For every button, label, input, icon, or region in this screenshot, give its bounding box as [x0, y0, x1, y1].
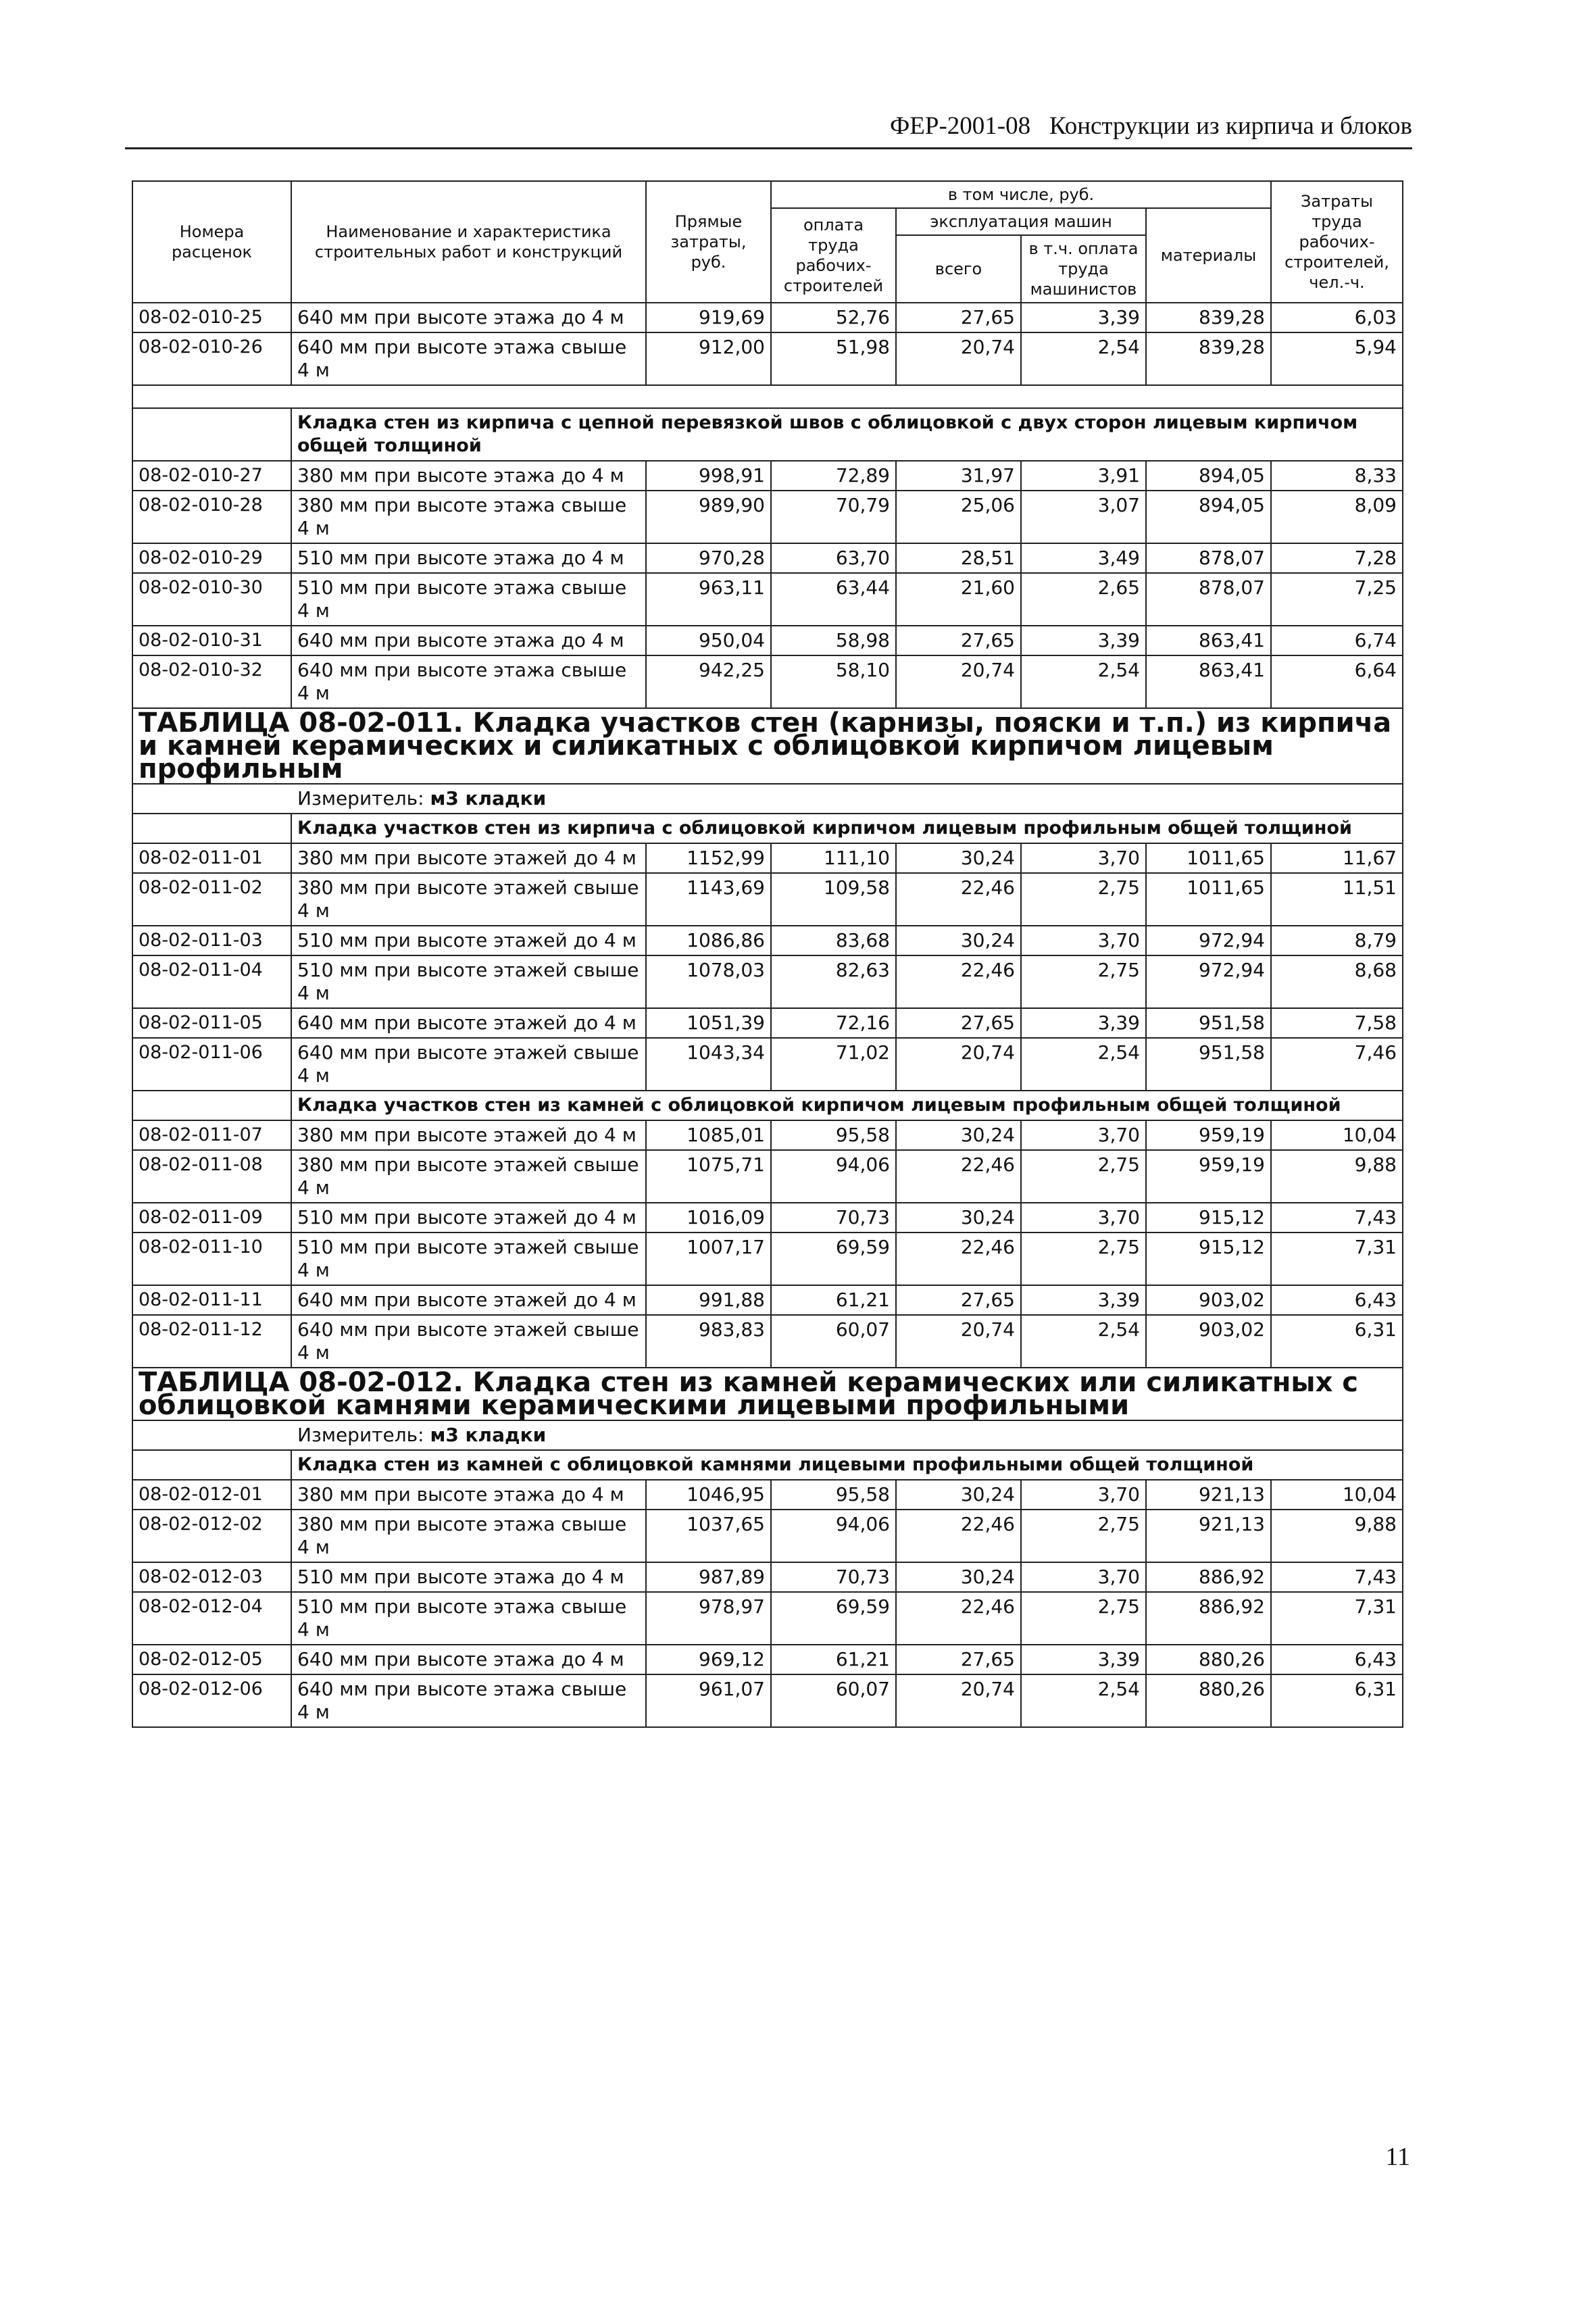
direct-costs: 1085,01 — [646, 1120, 771, 1150]
machines-total: 30,24 — [896, 1562, 1021, 1592]
machinist-pay: 3,39 — [1021, 1285, 1146, 1315]
machinist-pay: 3,70 — [1021, 926, 1146, 955]
direct-costs: 942,25 — [646, 655, 771, 708]
materials-cost: 1011,65 — [1146, 843, 1271, 873]
section-subheading: Кладка стен из камней с облицовкой камнями лицевыми профильными общей толщиной — [291, 1450, 1403, 1480]
machines-total: 31,97 — [896, 461, 1021, 491]
labor-pay: 83,68 — [771, 926, 896, 955]
rate-code: 08-02-010-25 — [132, 303, 291, 332]
labor-pay: 63,44 — [771, 573, 896, 626]
machines-total: 22,46 — [896, 955, 1021, 1008]
table-row — [132, 1285, 1403, 1315]
materials-cost: 886,92 — [1146, 1562, 1271, 1592]
rate-code: 08-02-011-05 — [132, 1008, 291, 1038]
table-row — [132, 461, 1403, 491]
labor-pay: 95,58 — [771, 1480, 896, 1510]
machinist-pay: 2,75 — [1021, 1510, 1146, 1562]
rate-code: 08-02-010-32 — [132, 655, 291, 708]
table-row — [132, 1120, 1403, 1150]
materials-cost: 959,19 — [1146, 1150, 1271, 1203]
work-description: 510 мм при высоте этажа свыше 4 м — [291, 573, 646, 626]
document-code: ФЕР-2001-08 — [890, 112, 1031, 140]
rate-code: 08-02-010-31 — [132, 626, 291, 655]
direct-costs: 987,89 — [646, 1562, 771, 1592]
labor-hours: 6,31 — [1271, 1315, 1403, 1368]
work-description: 510 мм при высоте этажей до 4 м — [291, 1203, 646, 1233]
work-description: 640 мм при высоте этажа свыше 4 м — [291, 332, 646, 385]
machinist-pay: 3,39 — [1021, 1645, 1146, 1674]
rate-code: 08-02-010-26 — [132, 332, 291, 385]
materials-cost: 863,41 — [1146, 626, 1271, 655]
direct-costs: 912,00 — [646, 332, 771, 385]
col-including-header: в том числе, руб. — [771, 181, 1271, 208]
materials-cost: 886,92 — [1146, 1592, 1271, 1645]
table-row — [132, 873, 1403, 926]
work-description: 510 мм при высоте этажей свыше 4 м — [291, 955, 646, 1008]
machines-total: 30,24 — [896, 843, 1021, 873]
machinist-pay: 2,54 — [1021, 1038, 1146, 1091]
rate-code: 08-02-012-05 — [132, 1645, 291, 1674]
col-machines-total-header: всего — [896, 235, 1021, 303]
direct-costs: 1043,34 — [646, 1038, 771, 1091]
rate-code: 08-02-010-28 — [132, 491, 291, 543]
labor-pay: 60,07 — [771, 1674, 896, 1727]
work-description: 640 мм при высоте этажа до 4 м — [291, 626, 646, 655]
labor-hours: 8,09 — [1271, 491, 1403, 543]
direct-costs: 983,83 — [646, 1315, 771, 1368]
materials-cost: 863,41 — [1146, 655, 1271, 708]
table-title: ТАБЛИЦА 08-02-011. Кладка участков стен (карнизы, пояски и т.п.) из кирпича и камней керамических и силикатных с облицовкой кирпичом лицевым профильным — [132, 708, 1403, 784]
machines-total: 22,46 — [896, 1592, 1021, 1645]
direct-costs: 1051,39 — [646, 1008, 771, 1038]
machinist-pay: 3,49 — [1021, 543, 1146, 573]
machines-total: 25,06 — [896, 491, 1021, 543]
materials-cost: 839,28 — [1146, 332, 1271, 385]
work-description: 640 мм при высоте этажей до 4 м — [291, 1008, 646, 1038]
machines-total: 20,74 — [896, 1315, 1021, 1368]
machinist-pay: 3,70 — [1021, 843, 1146, 873]
col-code-header: Номера расценок — [132, 181, 291, 303]
table-row — [132, 1008, 1403, 1038]
table-row — [132, 1562, 1403, 1592]
direct-costs: 991,88 — [646, 1285, 771, 1315]
rates-table — [132, 180, 1403, 1728]
machines-total: 28,51 — [896, 543, 1021, 573]
machinist-pay: 2,75 — [1021, 873, 1146, 926]
labor-pay: 72,89 — [771, 461, 896, 491]
labor-hours: 9,88 — [1271, 1150, 1403, 1203]
work-description: 380 мм при высоте этажей до 4 м — [291, 1120, 646, 1150]
labor-hours: 10,04 — [1271, 1120, 1403, 1150]
materials-cost: 921,13 — [1146, 1480, 1271, 1510]
work-description: 380 мм при высоте этажа до 4 м — [291, 1480, 646, 1510]
labor-hours: 8,68 — [1271, 955, 1403, 1008]
rate-code: 08-02-012-02 — [132, 1510, 291, 1562]
materials-cost: 972,94 — [1146, 926, 1271, 955]
labor-pay: 63,70 — [771, 543, 896, 573]
materials-cost: 951,58 — [1146, 1008, 1271, 1038]
labor-pay: 52,76 — [771, 303, 896, 332]
measure-label: Измеритель: — [297, 1424, 424, 1446]
direct-costs: 1016,09 — [646, 1203, 771, 1233]
labor-hours: 6,43 — [1271, 1285, 1403, 1315]
direct-costs: 969,12 — [646, 1645, 771, 1674]
table-row — [132, 926, 1403, 955]
machinist-pay: 2,75 — [1021, 1592, 1146, 1645]
work-description: 510 мм при высоте этажей до 4 м — [291, 926, 646, 955]
labor-hours: 7,46 — [1271, 1038, 1403, 1091]
machinist-pay: 2,75 — [1021, 1233, 1146, 1285]
table-row — [132, 1592, 1403, 1645]
work-description: 510 мм при высоте этажа до 4 м — [291, 1562, 646, 1592]
labor-hours: 8,33 — [1271, 461, 1403, 491]
materials-cost: 903,02 — [1146, 1315, 1271, 1368]
labor-pay: 61,21 — [771, 1645, 896, 1674]
direct-costs: 961,07 — [646, 1674, 771, 1727]
rate-code: 08-02-012-01 — [132, 1480, 291, 1510]
work-description: 640 мм при высоте этажей свыше 4 м — [291, 1315, 646, 1368]
table-title: ТАБЛИЦА 08-02-012. Кладка стен из камней керамических или силикатных с облицовкой камнями керамическими лицевыми профильными — [132, 1368, 1403, 1420]
work-description: 640 мм при высоте этажа до 4 м — [291, 303, 646, 332]
table-row — [132, 1674, 1403, 1727]
measure-line — [132, 1420, 1403, 1450]
rate-code: 08-02-011-07 — [132, 1120, 291, 1150]
rate-code: 08-02-012-04 — [132, 1592, 291, 1645]
labor-hours: 10,04 — [1271, 1480, 1403, 1510]
direct-costs: 1143,69 — [646, 873, 771, 926]
table-row — [132, 1038, 1403, 1091]
machines-total: 20,74 — [896, 1674, 1021, 1727]
col-direct-header: Прямые затраты, руб. — [646, 181, 771, 303]
materials-cost: 921,13 — [1146, 1510, 1271, 1562]
work-description: 510 мм при высоте этажей свыше 4 м — [291, 1233, 646, 1285]
machines-total: 27,65 — [896, 1645, 1021, 1674]
col-name-header: Наименование и характеристика строительных работ и конструкций — [291, 181, 646, 303]
materials-cost: 1011,65 — [1146, 873, 1271, 926]
machines-total: 27,65 — [896, 626, 1021, 655]
direct-costs: 950,04 — [646, 626, 771, 655]
labor-hours: 8,79 — [1271, 926, 1403, 955]
labor-pay: 109,58 — [771, 873, 896, 926]
work-description: 380 мм при высоте этажа свыше 4 м — [291, 491, 646, 543]
labor-pay: 70,73 — [771, 1562, 896, 1592]
machines-total: 30,24 — [896, 926, 1021, 955]
rate-code: 08-02-011-12 — [132, 1315, 291, 1368]
table-row — [132, 955, 1403, 1008]
table-row — [132, 1203, 1403, 1233]
labor-hours: 9,88 — [1271, 1510, 1403, 1562]
labor-pay: 94,06 — [771, 1150, 896, 1203]
labor-hours: 7,58 — [1271, 1008, 1403, 1038]
rate-code: 08-02-011-03 — [132, 926, 291, 955]
machines-total: 30,24 — [896, 1120, 1021, 1150]
table-row — [132, 1645, 1403, 1674]
table-row — [132, 303, 1403, 332]
machinist-pay: 2,54 — [1021, 1315, 1146, 1368]
direct-costs: 963,11 — [646, 573, 771, 626]
direct-costs: 1007,17 — [646, 1233, 771, 1285]
labor-pay: 72,16 — [771, 1008, 896, 1038]
table-body — [132, 303, 1403, 1727]
materials-cost: 878,07 — [1146, 543, 1271, 573]
measure-value: м3 кладки — [430, 787, 547, 810]
direct-costs: 919,69 — [646, 303, 771, 332]
materials-cost: 972,94 — [1146, 955, 1271, 1008]
table-row — [132, 573, 1403, 626]
rate-code: 08-02-011-11 — [132, 1285, 291, 1315]
labor-pay: 95,58 — [771, 1120, 896, 1150]
page-number: 11 — [1385, 2143, 1410, 2171]
labor-pay: 82,63 — [771, 955, 896, 1008]
measure-value: м3 кладки — [430, 1424, 547, 1446]
machines-total: 20,74 — [896, 332, 1021, 385]
measure-line — [132, 784, 1403, 814]
materials-cost: 880,26 — [1146, 1645, 1271, 1674]
col-machines-header: эксплуатация машин — [896, 208, 1146, 235]
machines-total: 22,46 — [896, 1233, 1021, 1285]
labor-hours: 6,31 — [1271, 1674, 1403, 1727]
machines-total: 30,24 — [896, 1480, 1021, 1510]
labor-pay: 60,07 — [771, 1315, 896, 1368]
rate-code: 08-02-011-09 — [132, 1203, 291, 1233]
materials-cost: 894,05 — [1146, 491, 1271, 543]
machinist-pay: 2,54 — [1021, 1674, 1146, 1727]
section-subheading: Кладка участков стен из камней с облицовкой кирпичом лицевым профильным общей толщиной — [291, 1091, 1403, 1120]
work-description: 640 мм при высоте этажа до 4 м — [291, 1645, 646, 1674]
labor-hours: 7,25 — [1271, 573, 1403, 626]
machines-total: 21,60 — [896, 573, 1021, 626]
rate-code: 08-02-011-04 — [132, 955, 291, 1008]
labor-hours: 11,51 — [1271, 873, 1403, 926]
machinist-pay: 3,70 — [1021, 1120, 1146, 1150]
measure-label: Измеритель: — [297, 787, 424, 810]
work-description: 380 мм при высоте этажа до 4 м — [291, 461, 646, 491]
direct-costs: 1078,03 — [646, 955, 771, 1008]
machinist-pay: 3,91 — [1021, 461, 1146, 491]
labor-pay: 51,98 — [771, 332, 896, 385]
machines-total: 22,46 — [896, 1510, 1021, 1562]
work-description: 380 мм при высоте этажей свыше 4 м — [291, 1150, 646, 1203]
materials-cost: 839,28 — [1146, 303, 1271, 332]
table-row — [132, 626, 1403, 655]
labor-hours: 7,43 — [1271, 1203, 1403, 1233]
section-subheading: Кладка участков стен из кирпича с облицовкой кирпичом лицевым профильным общей толщиной — [291, 814, 1403, 843]
col-materials-header: материалы — [1146, 208, 1271, 303]
direct-costs: 989,90 — [646, 491, 771, 543]
section-subheading: Кладка стен из кирпича с цепной перевязкой швов с облицовкой с двух сторон лицевым кирпичом общей толщиной — [291, 408, 1403, 461]
labor-pay: 61,21 — [771, 1285, 896, 1315]
materials-cost: 959,19 — [1146, 1120, 1271, 1150]
work-description: 380 мм при высоте этажа свыше 4 м — [291, 1510, 646, 1562]
work-description: 640 мм при высоте этажа свыше 4 м — [291, 655, 646, 708]
labor-hours: 6,64 — [1271, 655, 1403, 708]
labor-hours: 7,31 — [1271, 1233, 1403, 1285]
table-row — [132, 1315, 1403, 1368]
materials-cost: 880,26 — [1146, 1674, 1271, 1727]
machinist-pay: 3,70 — [1021, 1562, 1146, 1592]
machinist-pay: 3,70 — [1021, 1203, 1146, 1233]
labor-pay: 70,73 — [771, 1203, 896, 1233]
labor-pay: 58,10 — [771, 655, 896, 708]
direct-costs: 1046,95 — [646, 1480, 771, 1510]
labor-hours: 5,94 — [1271, 332, 1403, 385]
rate-code: 08-02-011-08 — [132, 1150, 291, 1203]
rate-code: 08-02-011-01 — [132, 843, 291, 873]
direct-costs: 1075,71 — [646, 1150, 771, 1203]
table-row — [132, 332, 1403, 385]
labor-pay: 69,59 — [771, 1592, 896, 1645]
work-description: 640 мм при высоте этажей до 4 м — [291, 1285, 646, 1315]
direct-costs: 970,28 — [646, 543, 771, 573]
document-title: Конструкции из кирпича и блоков — [1049, 112, 1412, 140]
machinist-pay: 3,39 — [1021, 1008, 1146, 1038]
labor-hours: 7,43 — [1271, 1562, 1403, 1592]
rate-code: 08-02-010-27 — [132, 461, 291, 491]
work-description: 380 мм при высоте этажей до 4 м — [291, 843, 646, 873]
machinist-pay: 2,75 — [1021, 955, 1146, 1008]
work-description: 640 мм при высоте этажей свыше 4 м — [291, 1038, 646, 1091]
materials-cost: 894,05 — [1146, 461, 1271, 491]
machines-total: 20,74 — [896, 655, 1021, 708]
col-labor-cost-header: Затраты труда рабочих-строителей, чел.-ч. — [1271, 181, 1403, 303]
work-description: 640 мм при высоте этажа свыше 4 м — [291, 1674, 646, 1727]
materials-cost: 878,07 — [1146, 573, 1271, 626]
labor-pay: 94,06 — [771, 1510, 896, 1562]
materials-cost: 915,12 — [1146, 1203, 1271, 1233]
table-row — [132, 655, 1403, 708]
rate-code: 08-02-011-10 — [132, 1233, 291, 1285]
machines-total: 22,46 — [896, 1150, 1021, 1203]
labor-hours: 6,43 — [1271, 1645, 1403, 1674]
direct-costs: 978,97 — [646, 1592, 771, 1645]
direct-costs: 1037,65 — [646, 1510, 771, 1562]
machines-total: 27,65 — [896, 303, 1021, 332]
rate-code: 08-02-010-30 — [132, 573, 291, 626]
direct-costs: 998,91 — [646, 461, 771, 491]
table-row — [132, 843, 1403, 873]
table-row — [132, 1233, 1403, 1285]
labor-hours: 7,31 — [1271, 1592, 1403, 1645]
rate-code: 08-02-010-29 — [132, 543, 291, 573]
materials-cost: 951,58 — [1146, 1038, 1271, 1091]
direct-costs: 1152,99 — [646, 843, 771, 873]
machines-total: 22,46 — [896, 873, 1021, 926]
table-row — [132, 1480, 1403, 1510]
labor-hours: 11,67 — [1271, 843, 1403, 873]
rate-code: 08-02-012-06 — [132, 1674, 291, 1727]
running-head — [125, 111, 1412, 149]
rate-code: 08-02-011-02 — [132, 873, 291, 926]
work-description: 510 мм при высоте этажа до 4 м — [291, 543, 646, 573]
labor-pay: 69,59 — [771, 1233, 896, 1285]
machinist-pay: 2,54 — [1021, 655, 1146, 708]
table-row — [132, 543, 1403, 573]
materials-cost: 915,12 — [1146, 1233, 1271, 1285]
machines-total: 20,74 — [896, 1038, 1021, 1091]
labor-hours: 6,74 — [1271, 626, 1403, 655]
col-machinist-pay-header: в т.ч. оплата труда машинистов — [1021, 235, 1146, 303]
work-description: 380 мм при высоте этажей свыше 4 м — [291, 873, 646, 926]
machines-total: 30,24 — [896, 1203, 1021, 1233]
machines-total: 27,65 — [896, 1008, 1021, 1038]
labor-pay: 70,79 — [771, 491, 896, 543]
labor-pay: 58,98 — [771, 626, 896, 655]
rate-code: 08-02-012-03 — [132, 1562, 291, 1592]
table-row — [132, 1150, 1403, 1203]
machinist-pay: 3,39 — [1021, 626, 1146, 655]
machinist-pay: 2,54 — [1021, 332, 1146, 385]
work-description: 510 мм при высоте этажа свыше 4 м — [291, 1592, 646, 1645]
machinist-pay: 3,39 — [1021, 303, 1146, 332]
col-labor-pay-header: оплата труда рабочих-строителей — [771, 208, 896, 303]
direct-costs: 1086,86 — [646, 926, 771, 955]
materials-cost: 903,02 — [1146, 1285, 1271, 1315]
machinist-pay: 3,70 — [1021, 1480, 1146, 1510]
machinist-pay: 3,07 — [1021, 491, 1146, 543]
machinist-pay: 2,65 — [1021, 573, 1146, 626]
machines-total: 27,65 — [896, 1285, 1021, 1315]
table-row — [132, 1510, 1403, 1562]
labor-pay: 71,02 — [771, 1038, 896, 1091]
labor-pay: 111,10 — [771, 843, 896, 873]
table-row — [132, 491, 1403, 543]
labor-hours: 7,28 — [1271, 543, 1403, 573]
labor-hours: 6,03 — [1271, 303, 1403, 332]
machinist-pay: 2,75 — [1021, 1150, 1146, 1203]
rate-code: 08-02-011-06 — [132, 1038, 291, 1091]
